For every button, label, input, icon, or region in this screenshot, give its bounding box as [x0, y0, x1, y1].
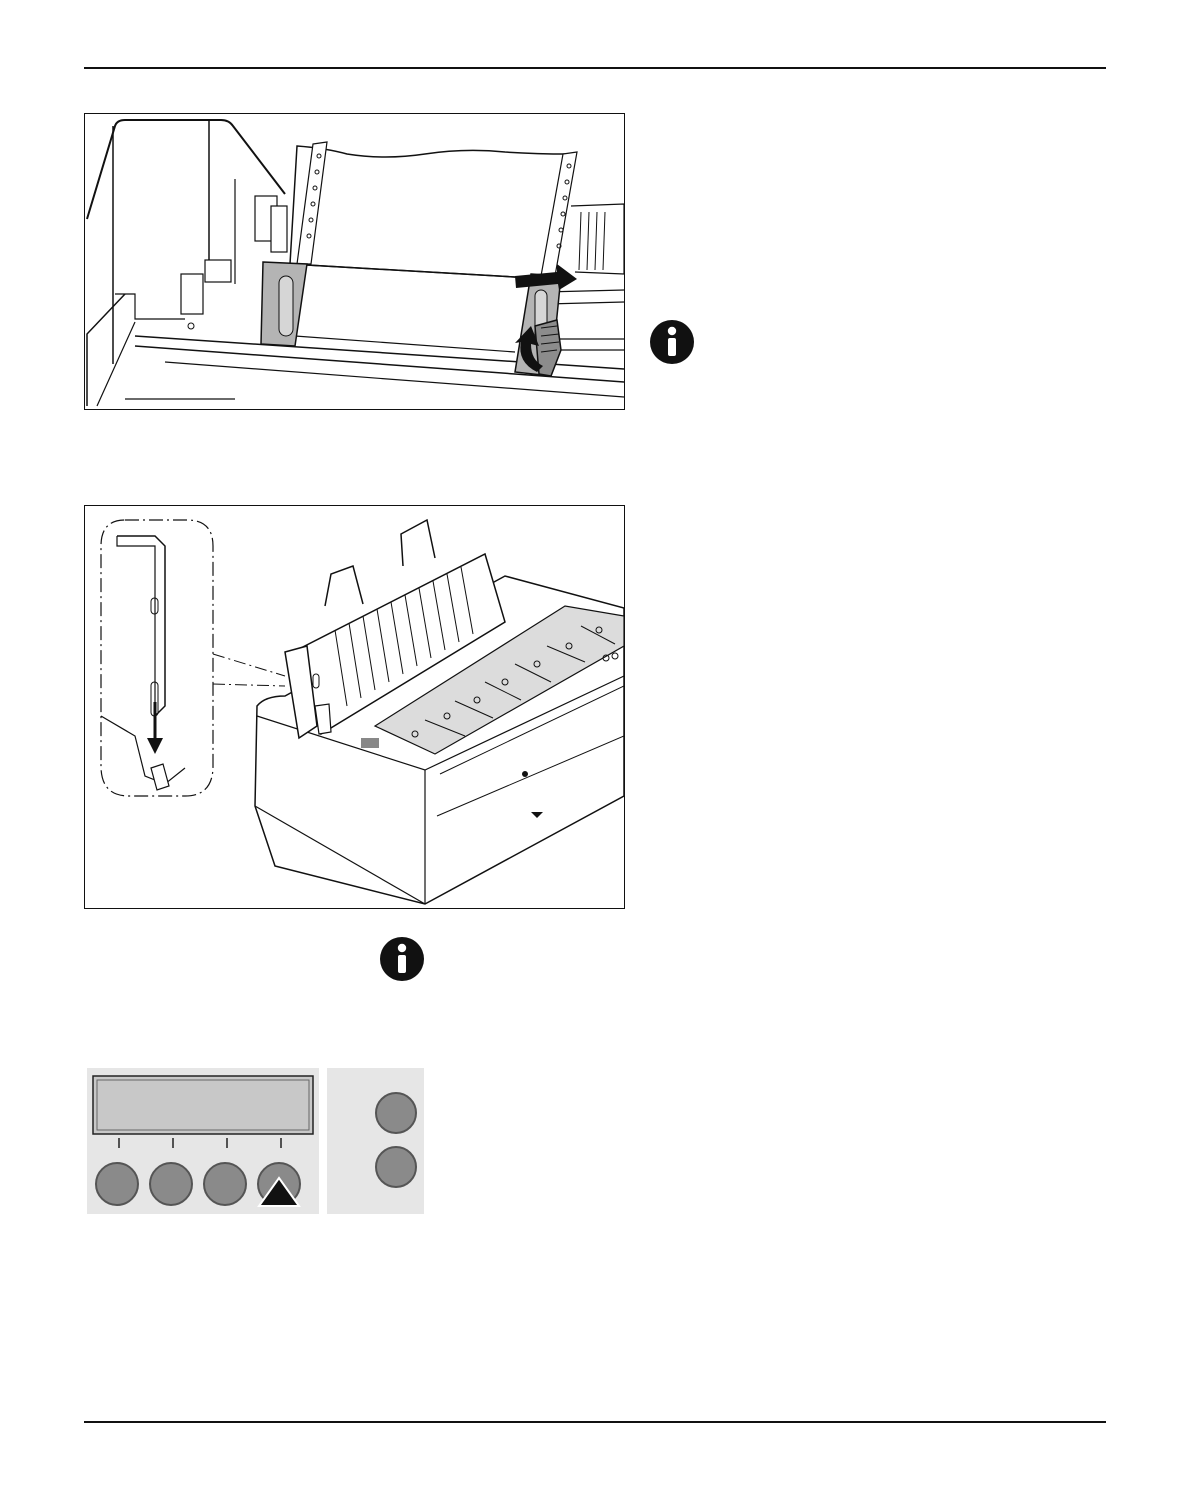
info-icon — [649, 319, 695, 365]
panel-side-area — [327, 1068, 424, 1214]
menu-button-3[interactable] — [204, 1163, 246, 1205]
figure-paper-guide-mount — [84, 505, 625, 909]
header-rule — [84, 67, 1106, 69]
lcd-display — [93, 1076, 313, 1134]
info-icon — [379, 936, 425, 982]
side-button-upper[interactable] — [376, 1093, 416, 1133]
figure-tractor-adjust — [84, 113, 625, 410]
menu-button-2[interactable] — [150, 1163, 192, 1205]
side-button-lower[interactable] — [376, 1147, 416, 1187]
printer-control-panel — [87, 1068, 424, 1214]
tractor-lock-lever-illustration — [85, 114, 624, 409]
printer-paper-guide-illustration — [85, 506, 624, 908]
menu-button-1[interactable] — [96, 1163, 138, 1205]
footer-rule — [84, 1421, 1106, 1423]
